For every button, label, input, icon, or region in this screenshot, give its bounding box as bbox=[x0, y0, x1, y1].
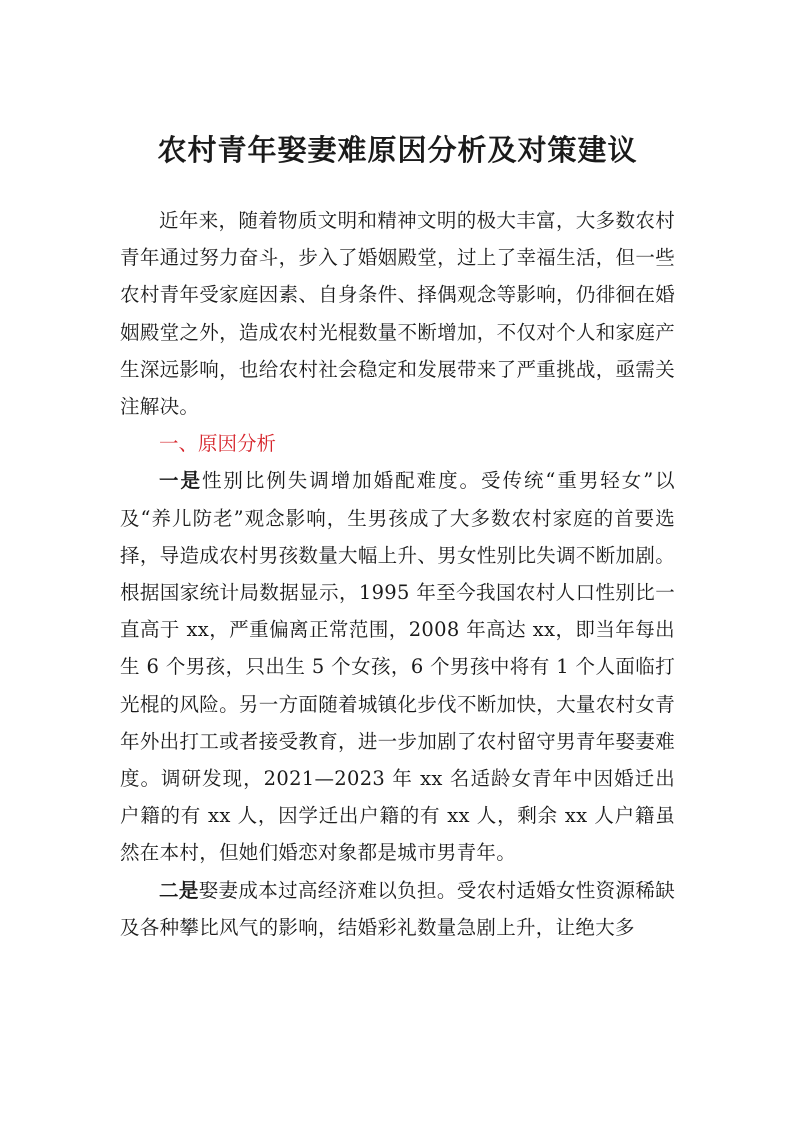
document-title: 农村青年娶妻难原因分析及对策建议 bbox=[157, 133, 638, 167]
point-one-paragraph bbox=[120, 462, 675, 871]
point-two-text: 娶妻成本过高经济难以负担。受农村适婚女性资源稀缺及各种攀比风气的影响，结婚彩礼数量急剧上升，让绝大多 bbox=[120, 878, 675, 939]
intro-paragraph: 近年来，随着物质文明和精神文明的极大丰富，大多数农村青年通过努力奋斗，步入了婚姻殿堂，过上了幸福生活，但一些农村青年受家庭因素、自身条件、择偶观念等影响，仍徘徊在婚姻殿堂之外，造成农村光棍数量不断增加，不仅对个人和家庭产生深远影响，也给农村社会稳定和发展带来了严重挑战，亟需关注解决。 bbox=[120, 209, 675, 419]
point-two-lead: 二是 bbox=[159, 878, 199, 902]
point-one-text: 性别比例失调增加婚配难度。受传统“重男轻女”以及“养儿防老”观念影响，生男孩成了大多数农村家庭的首要选择，导造成农村男孩数量大幅上升、男女性别比失调不断加剧。根据国家统计局数据显示，1995 年至今我国农村人口性别比一直高于 xx，严重偏离正常范围，2008 年高达 xx，即当年每出生 6 个男孩，只出生 5 个女孩，6 个男孩中将有 1 个人面临打光棍的风险。另一方面随着城镇化步伐不断加快，大量农村女青年外出打工或者接受教育，进一步加剧了农村留守男青年娶妻难度。调研发现，2021—2023 年 xx 名适龄女青年中因婚迁出户籍的有 xx 人，因学迁出户籍的有 xx 人，剩余 xx 人户籍虽然在本村，但她们婚恋对象都是城市男青年。 bbox=[120, 469, 675, 865]
point-two-paragraph bbox=[120, 872, 675, 946]
section-heading-causes: 一、原因分析 bbox=[159, 432, 277, 456]
point-one-lead: 一是 bbox=[159, 469, 202, 493]
